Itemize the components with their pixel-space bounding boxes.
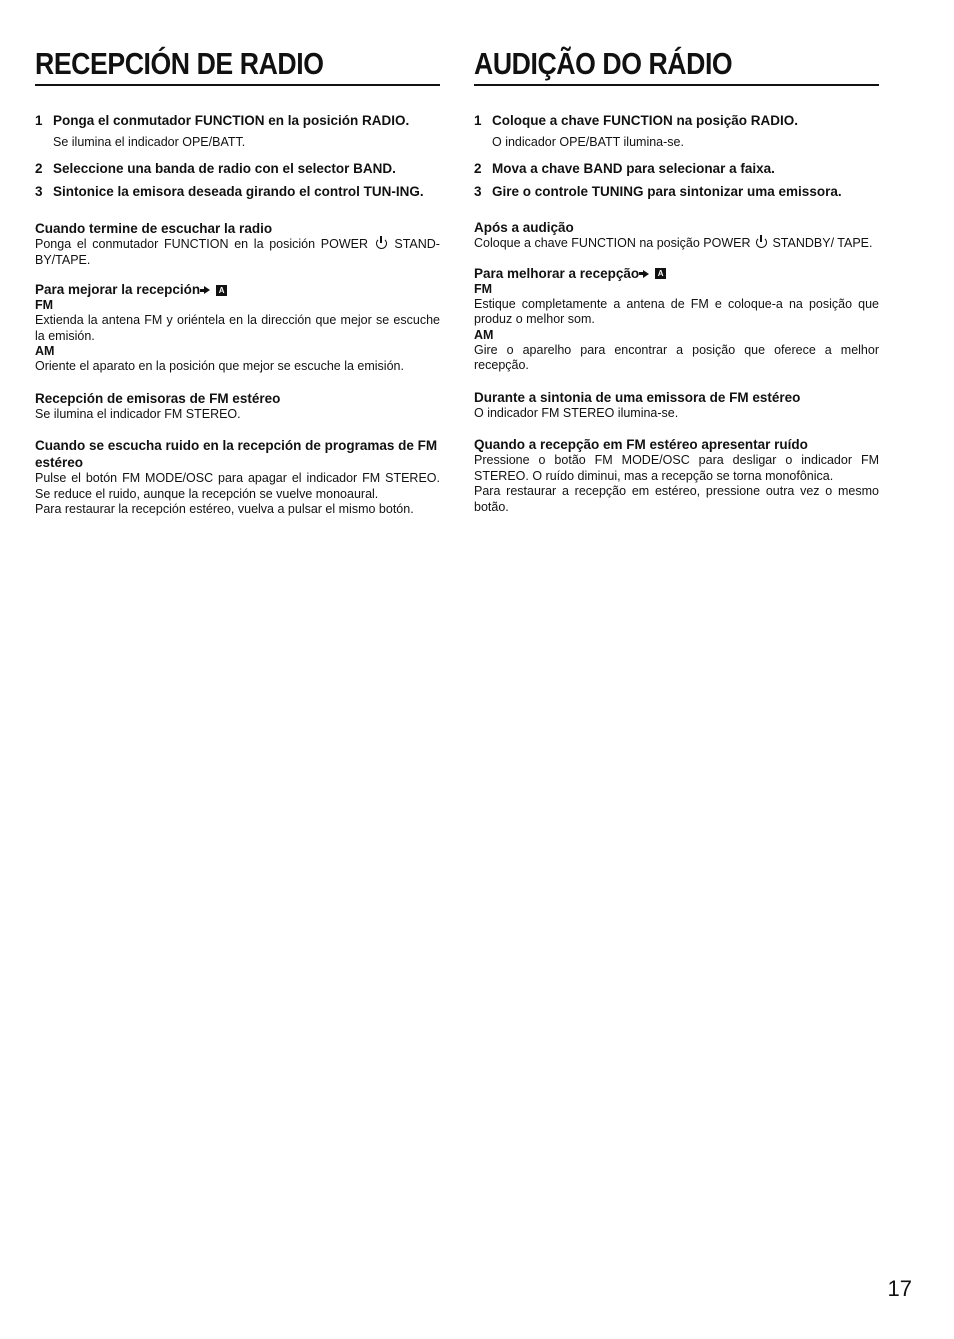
right-step-3 [474,183,879,200]
section-heading [35,281,440,298]
am-text: Oriente el aparato en la posición que mejor se escuche la emisión. [35,359,404,373]
step-text: Sintonice la emisora deseada girando el control TUN-ING. [53,184,424,199]
step-text: Ponga el conmutador FUNCTION en la posición RADIO. [53,113,410,128]
fm-text: Estique completamente a antena de FM e coloque-a na posição que produz o melhor som. [474,296,879,326]
left-step-1 [35,112,440,129]
section-text-part: STAND-BY/TAPE. [35,237,440,267]
power-icon [756,237,767,248]
am-label: AM [474,327,494,342]
left-step-3 [35,183,440,200]
fm-label: FM [35,298,54,312]
section-heading: Recepción de emisoras de FM estéreo [35,390,281,406]
section-text-part: Coloque a chave FUNCTION na posição POWER [474,236,751,250]
left-section-improve-reception [35,281,440,375]
step-text: Coloque a chave FUNCTION na posição RADIO. [492,113,799,128]
right-title: AUDIÇÃO DO RÁDIO [474,46,733,81]
am-text: Gire o aparelho para encontrar a posição que oferece a melhor recepção. [474,342,879,372]
left-step-2 [35,160,440,177]
section-heading: Quando a recepção em FM estéreo apresentar ruído [474,437,808,452]
step-number: 2 [35,161,43,176]
section-text-part: STANDBY/ TAPE. [772,236,873,250]
left-section-noise [35,437,440,518]
right-section-improve-reception [474,265,879,374]
section-text: O indicador FM STEREO ilumina-se. [474,405,679,420]
arrow-right-icon [204,286,210,294]
step-number: 3 [474,184,482,199]
figure-ref-icon: A [655,268,666,279]
section-heading [474,265,879,282]
section-text: Pressione o botão FM MODE/OSC para desligar o indicador FM STEREO. O ruído diminui, mas a recepção se torna monofônica. [474,453,879,483]
section-text [35,237,440,268]
left-title-rule [35,84,440,86]
fm-text: Extienda la antena FM y oriéntela en la dirección que mejor se escuche la emisión. [35,313,440,343]
right-column [474,46,879,524]
fm-label: FM [474,281,493,296]
step-number: 3 [35,184,43,199]
right-step-1 [474,112,879,129]
section-text: Para restaurar la recepción estéreo, vuelva a pulsar el mismo botón. [35,502,414,516]
right-title-rule [474,84,879,86]
section-text-part: Ponga el conmutador FUNCTION en la posición POWER [35,237,368,251]
section-heading: Cuando termine de escuchar la radio [35,221,273,236]
arrow-right-icon [643,270,649,278]
section-heading: Cuando se escucha ruido en la recepción de programas de FM estéreo [35,438,438,470]
left-column [35,46,440,527]
page-number: 17 [887,1276,912,1301]
section-heading: Durante a sintonia de uma emissora de FM estéreo [474,389,801,405]
right-section-after-listening [474,219,879,252]
right-section-fm-stereo [474,389,879,422]
left-step-1-note: Se ilumina el indicador OPE/BATT. [53,135,246,149]
step-number: 2 [474,161,482,176]
left-section-after-listening [35,220,440,268]
section-text: Pulse el botón FM MODE/OSC para apagar el indicador FM STEREO. Se reduce el ruido, aunque la recepción se vuelve monoaural. [35,471,440,501]
step-number: 1 [35,113,43,128]
left-title: RECEPCIÓN DE RADIO [35,46,324,81]
right-step-1-note: O indicador OPE/BATT ilumina-se. [492,135,684,149]
power-icon [376,238,387,249]
section-text: Se ilumina el indicador FM STEREO. [35,406,241,421]
right-step-2 [474,160,879,177]
step-number: 1 [474,113,482,128]
step-text: Mova a chave BAND para selecionar a faixa. [492,161,775,176]
left-section-fm-stereo [35,390,440,423]
step-text: Seleccione una banda de radio con el selector BAND. [53,161,396,176]
section-heading-text: Para melhorar a recepção [474,265,640,281]
section-text [474,236,879,252]
right-section-noise [474,436,879,515]
step-text: Gire o controle TUNING para sintonizar uma emissora. [492,184,842,199]
am-label: AM [35,344,55,358]
section-text: Para restaurar a recepção em estéreo, pressione outra vez o mesmo botão. [474,484,879,514]
section-heading: Após a audição [474,220,574,235]
section-heading-text: Para mejorar la recepción [35,282,201,297]
figure-ref-icon: A [216,285,227,296]
